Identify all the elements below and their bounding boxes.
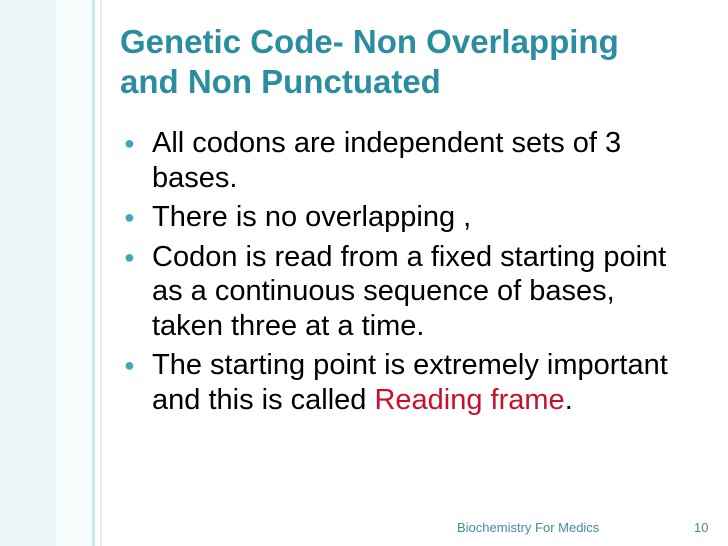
decorative-vertical-line xyxy=(92,0,95,546)
bullet-item xyxy=(122,348,682,417)
bullet-icon: ● xyxy=(124,133,135,153)
bullet-text: All codons are independent sets of 3 bases. xyxy=(152,127,622,194)
bullet-text-before: The starting point is extremely important and this is called xyxy=(152,349,668,416)
bullet-text-after: . xyxy=(564,383,573,416)
highlighted-term: Reading frame xyxy=(374,383,565,416)
slide-title-line-2: and Non Punctuated xyxy=(120,63,441,100)
slide-title xyxy=(120,22,710,102)
bullet-item xyxy=(122,126,682,195)
decorative-left-band xyxy=(56,0,92,546)
bullet-text: Codon is read from a fixed starting point as a continuous sequence of bases, taken three at a time. xyxy=(152,240,667,342)
bullet-item xyxy=(122,240,682,344)
decorative-left-bar xyxy=(0,0,56,546)
footer-text: Biochemistry For Medics xyxy=(457,520,600,535)
decorative-vertical-line-thin xyxy=(100,0,102,546)
bullet-icon: ● xyxy=(124,246,135,267)
bullet-item xyxy=(122,200,682,235)
bullet-icon: ● xyxy=(124,207,135,227)
slide-title-line-1: Genetic Code- Non Overlapping xyxy=(120,23,619,60)
page-number: 10 xyxy=(694,520,709,535)
bullet-text: There is no overlapping , xyxy=(152,201,472,233)
bullet-list xyxy=(122,126,682,422)
bullet-icon: ● xyxy=(124,355,135,375)
